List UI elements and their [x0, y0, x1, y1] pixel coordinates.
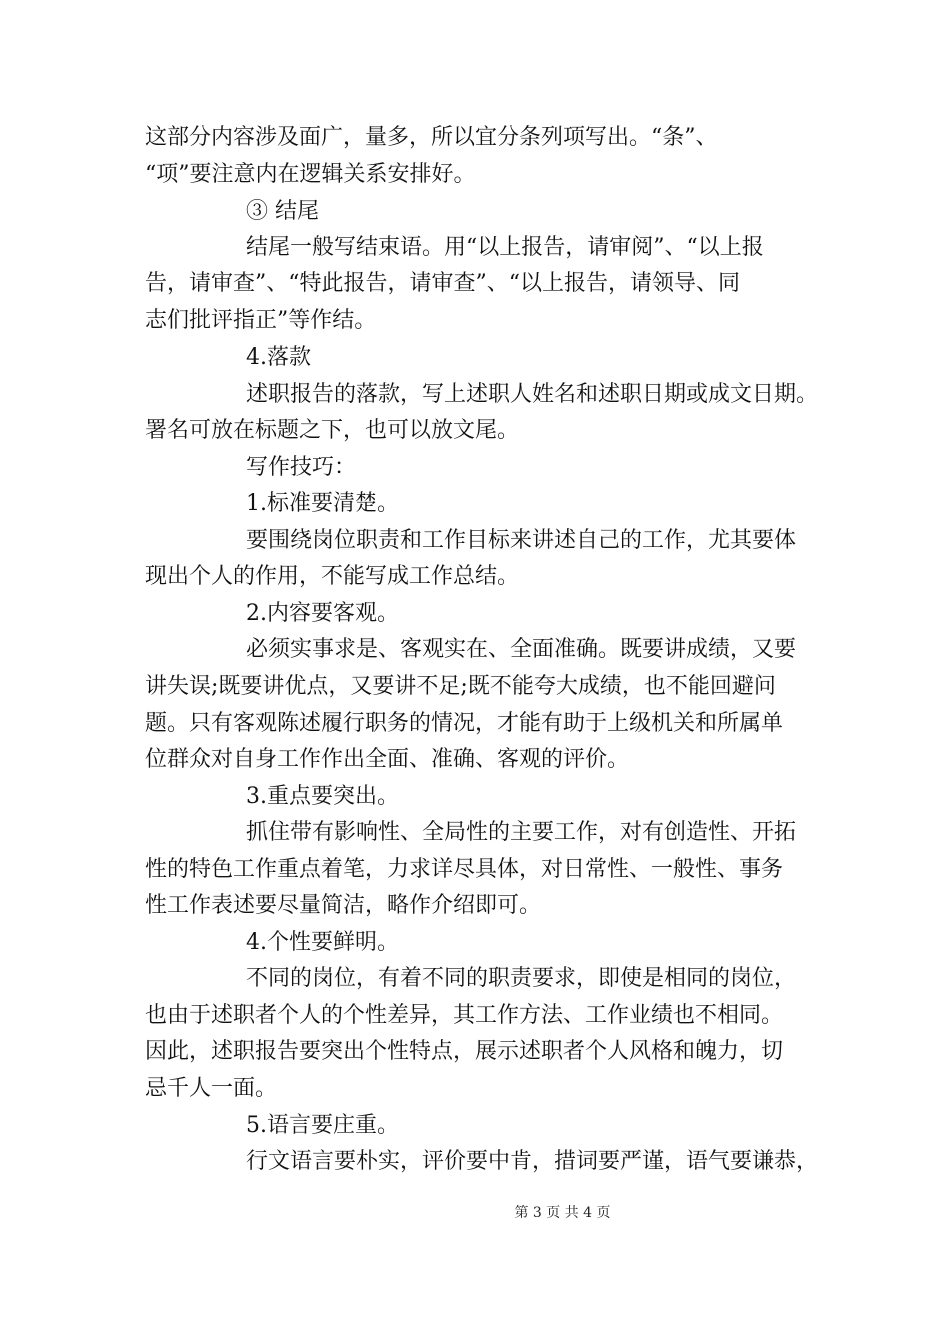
section-heading: 3.重点要突出。: [246, 784, 399, 809]
section-heading: 写作技巧：: [246, 455, 357, 480]
text-line: 因此，述职报告要突出个性特点，展示述职者个人风格和魄力，切: [145, 1039, 784, 1064]
paragraph-start: 述职报告的落款，写上述职人姓名和述职日期或成文日期。: [246, 382, 819, 407]
paragraph-start: 结尾一般写结束语。用“以上报告，请审阅”、“以上报: [246, 235, 764, 260]
text-line: “项”要注意内在逻辑关系安排好。: [145, 162, 476, 187]
text-line: 位群众对自身工作作出全面、准确、客观的评价。: [145, 747, 630, 772]
text-line: 也由于述职者个人的个性差异，其工作方法、工作业绩也不相同。: [145, 1003, 784, 1028]
text-line: 署名可放在标题之下，也可以放文尾。: [145, 418, 520, 443]
paragraph-start: 必须实事求是、客观实在、全面准确。既要讲成绩，又要: [246, 637, 797, 662]
section-heading: 2.内容要客观。: [246, 601, 399, 626]
section-heading: 4.落款: [246, 345, 311, 370]
paragraph-start: 不同的岗位，有着不同的职责要求，即使是相同的岗位，: [246, 966, 797, 991]
text-line: 志们批评指正”等作结。: [145, 308, 377, 333]
text-line: 性工作表述要尽量简洁，略作介绍即可。: [145, 893, 542, 918]
text-line: 这部分内容涉及面广，量多，所以宜分条列项写出。“条”、: [145, 125, 718, 150]
text-line: 现出个人的作用，不能写成工作总结。: [145, 564, 520, 589]
paragraph-start: 行文语言要朴实，评价要中肯，措词要严谨，语气要谦恭，: [246, 1149, 819, 1174]
text-line: 告，请审查”、“特此报告，请审查”、“以上报告，请领导、同: [145, 271, 740, 296]
paragraph-start: 要围绕岗位职责和工作目标来讲述自己的工作，尤其要体: [246, 528, 797, 553]
text-line: 忌千人一面。: [145, 1076, 278, 1101]
text-line: 性的特色工作重点着笔，力求详尽具体，对日常性、一般性、事务: [145, 857, 784, 882]
section-heading: 1.标准要清楚。: [246, 491, 399, 516]
section-heading: 5.语言要庄重。: [246, 1113, 399, 1138]
page-footer: 第 3 页 共 4 页: [514, 1205, 611, 1221]
paragraph-start: 抓住带有影响性、全局性的主要工作，对有创造性、开拓: [246, 820, 797, 845]
text-line: 题。只有客观陈述履行职务的情况，才能有助于上级机关和所属单: [145, 711, 784, 736]
text-line: 讲失误;既要讲优点，又要讲不足;既不能夸大成绩，也不能回避问: [145, 674, 776, 699]
section-heading: 4.个性要鲜明。: [246, 930, 399, 955]
section-heading: ③ 结尾: [246, 199, 319, 224]
